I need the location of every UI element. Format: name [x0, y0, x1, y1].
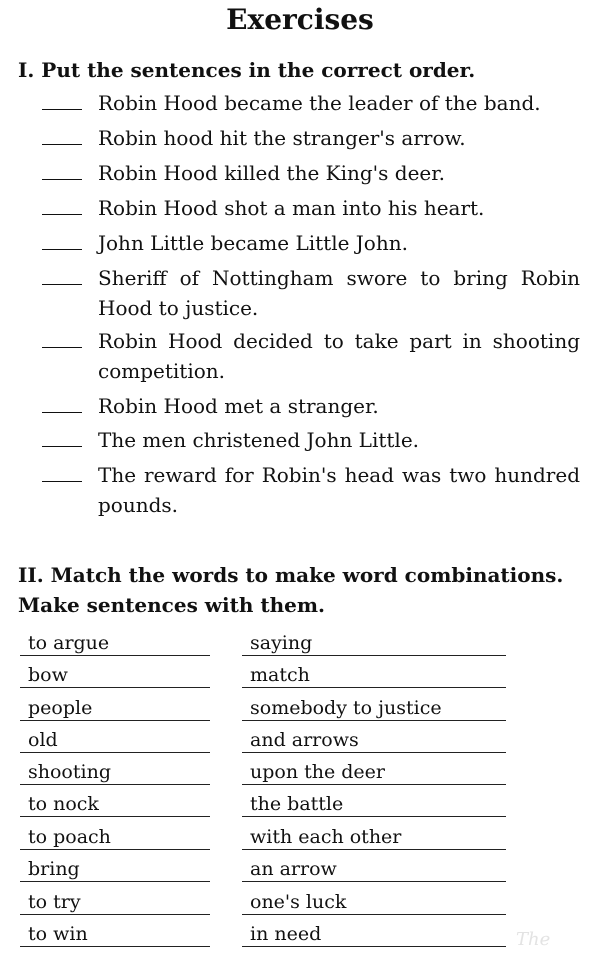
- answer-blank[interactable]: [42, 249, 82, 250]
- order-item-4: [42, 193, 582, 223]
- match-left-2: bow: [20, 663, 210, 688]
- match-right-5: upon the deer: [242, 760, 506, 785]
- order-item-2: [42, 123, 582, 153]
- order-item-1: [42, 88, 582, 118]
- match-left-8: bring: [20, 857, 210, 882]
- match-right-9: one's luck: [242, 890, 506, 915]
- order-item-6: [42, 263, 582, 323]
- answer-blank[interactable]: [42, 214, 82, 215]
- order-item-9: [42, 425, 582, 455]
- match-left-6: to nock: [20, 792, 210, 817]
- match-left-1: to argue: [20, 631, 210, 656]
- answer-blank[interactable]: [42, 412, 82, 413]
- match-right-1: saying: [242, 631, 506, 656]
- match-right-4: and arrows: [242, 728, 506, 753]
- match-left-9: to try: [20, 890, 210, 915]
- answer-blank[interactable]: [42, 347, 82, 348]
- order-item-text: Robin hood hit the stranger's arrow.: [98, 126, 466, 150]
- order-item-text: Robin Hood met a stranger.: [98, 394, 379, 418]
- page-title: Exercises: [226, 3, 374, 36]
- order-item-text: Sheriff of Nottingham swore to bring Robin Hood to justice.: [98, 266, 580, 320]
- match-right-2: match: [242, 663, 506, 688]
- answer-blank[interactable]: [42, 144, 82, 145]
- order-item-5: [42, 228, 582, 258]
- answer-blank[interactable]: [42, 284, 82, 285]
- section-2-heading: II. Match the words to make word combinations. Make sentences with them.: [18, 563, 564, 617]
- order-item-text: John Little became Little John.: [98, 231, 408, 255]
- order-item-text: The reward for Robin's head was two hundred pounds.: [98, 463, 580, 517]
- match-left-4: old: [20, 728, 210, 753]
- match-left-10: to win: [20, 922, 210, 947]
- order-item-text: Robin Hood killed the King's deer.: [98, 161, 445, 185]
- order-item-text: Robin Hood shot a man into his heart.: [98, 196, 485, 220]
- order-item-text: Robin Hood decided to take part in shooting competition.: [98, 329, 580, 383]
- match-left-7: to poach: [20, 825, 210, 850]
- match-right-6: the battle: [242, 792, 506, 817]
- order-item-text: The men christened John Little.: [98, 428, 420, 452]
- match-right-7: with each other: [242, 825, 506, 850]
- order-item-8: [42, 391, 582, 421]
- answer-blank[interactable]: [42, 179, 82, 180]
- order-item-7: [42, 326, 582, 386]
- order-item-10: [42, 460, 582, 520]
- match-left-3: people: [20, 696, 210, 721]
- match-right-8: an arrow: [242, 857, 506, 882]
- match-right-3: somebody to justice: [242, 696, 506, 721]
- match-right-10: in need: [242, 922, 506, 947]
- answer-blank[interactable]: [42, 446, 82, 447]
- order-item-text: Robin Hood became the leader of the band.: [98, 91, 541, 115]
- match-left-5: shooting: [20, 760, 210, 785]
- answer-blank[interactable]: [42, 109, 82, 110]
- answer-blank[interactable]: [42, 481, 82, 482]
- order-item-3: [42, 158, 582, 188]
- faded-bleedthrough-text: The: [516, 929, 551, 950]
- section-1-heading: I. Put the sentences in the correct order.: [18, 58, 476, 82]
